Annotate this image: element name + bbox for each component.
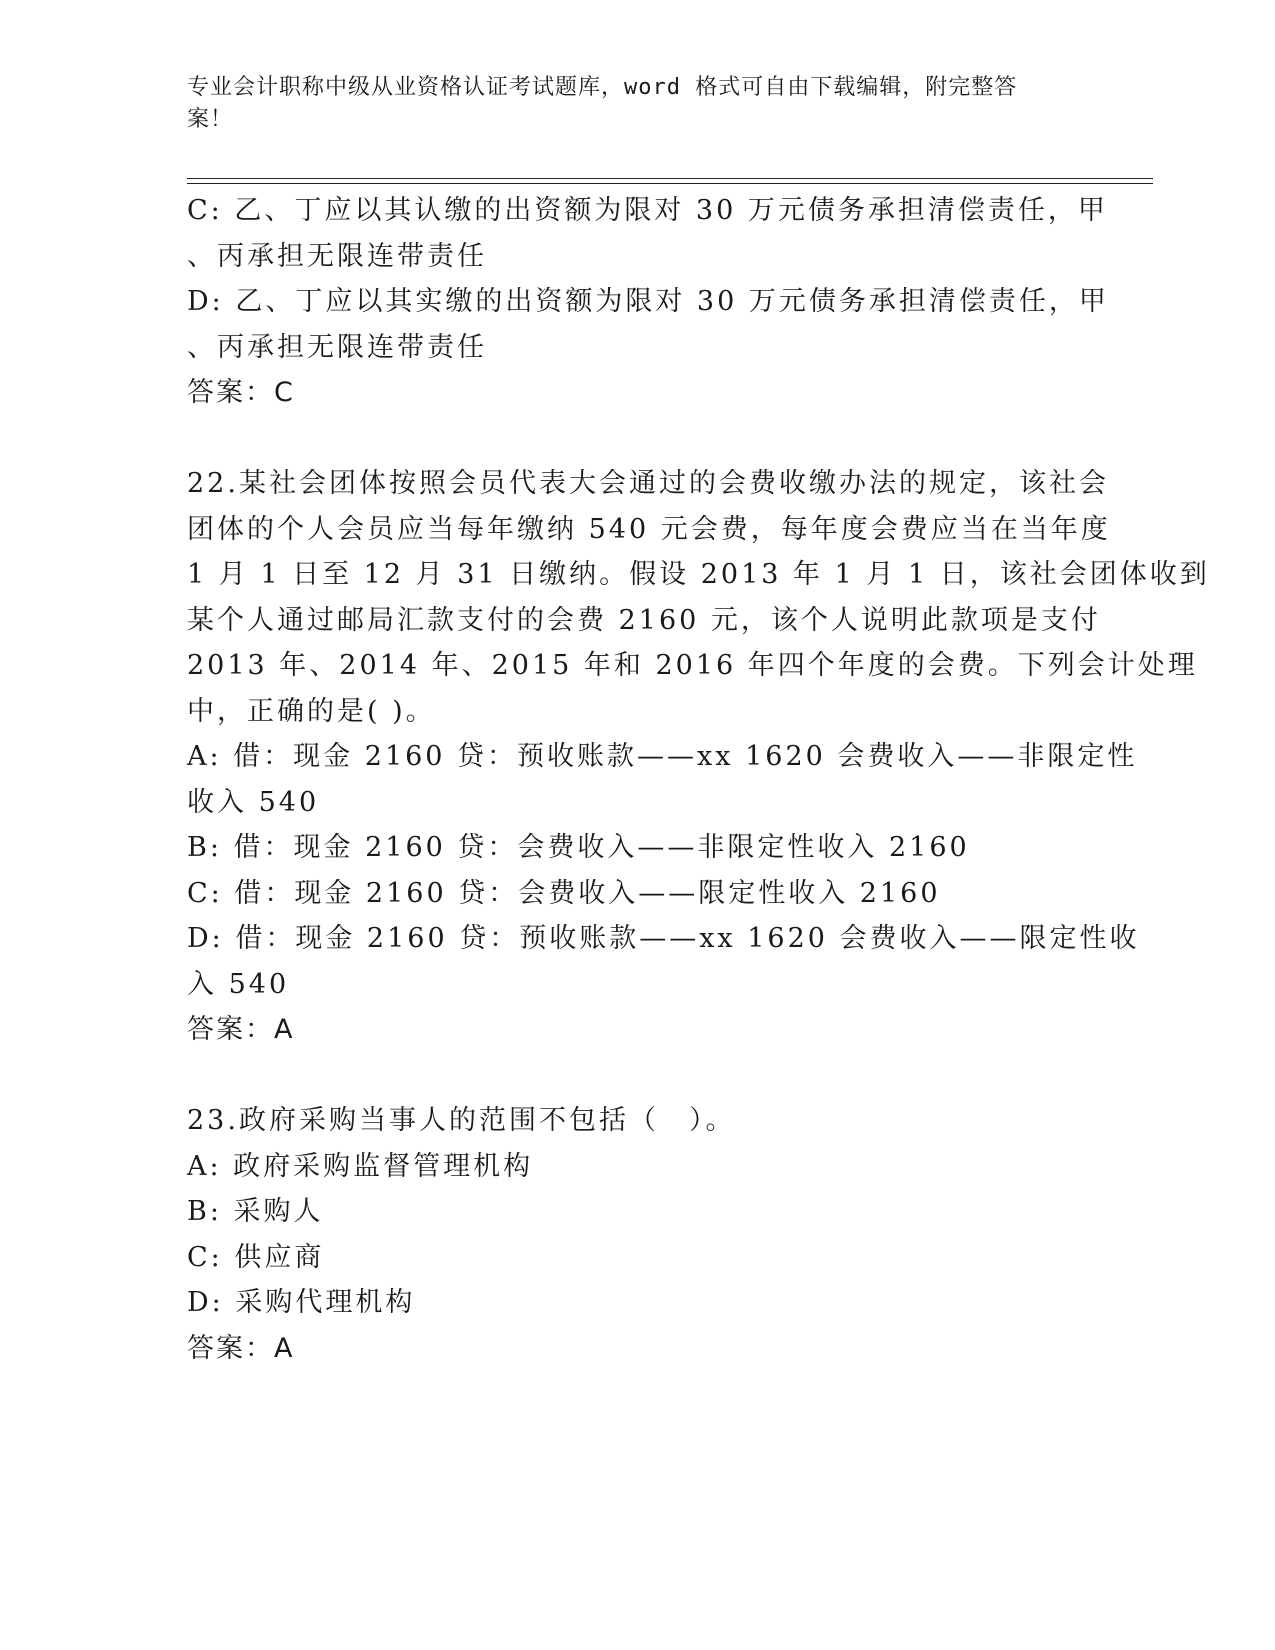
q22-option-a-line-2: 收入 540 (187, 786, 320, 818)
q21-option-c-line-2: 、丙承担无限连带责任 (187, 240, 487, 272)
q23-stem: 23.政府采购当事人的范围不包括（ ）。 (187, 1105, 736, 1136)
q21-option-d-line-2: 、丙承担无限连带责任 (187, 331, 487, 363)
header-line-1: 专业会计职称中级从业资格认证考试题库，word 格式可自由下载编辑，附完整答 (187, 75, 1018, 100)
header-line-2: 案！ (187, 107, 234, 132)
q23-option-c: C: 供应商 (187, 1241, 325, 1273)
q21-option-c-line-1: C: 乙、丁应以其认缴的出资额为限对 30 万元债务承担清偿责任，甲 (187, 195, 1108, 226)
header-divider-top (187, 178, 1153, 179)
q23-option-a: A: 政府采购监督管理机构 (187, 1150, 534, 1182)
q22-option-a-line-1: A: 借：现金 2160 贷：预收账款——xx 1620 会费收入——非限定性 (187, 741, 1138, 772)
q22-option-d-line-1: D: 借：现金 2160 贷：预收账款——xx 1620 会费收入——限定性收 (187, 923, 1140, 954)
question-23 (187, 1098, 1087, 1371)
q22-stem-line-2: 团体的个人会员应当每年缴纳 540 元会费，每年度会费应当在当年度 (187, 513, 1111, 545)
q22-option-b: B: 借：现金 2160 贷：会费收入——非限定性收入 2160 (187, 832, 970, 863)
q22-answer: 答案：A (187, 1014, 295, 1045)
question-22 (187, 461, 1210, 1053)
q22-option-c: C: 借：现金 2160 贷：会费收入——限定性收入 2160 (187, 877, 941, 909)
q22-stem-line-5: 2013 年、2014 年、2015 年和 2016 年四个年度的会费。下列会计处理 (187, 650, 1198, 681)
q23-option-b: B: 采购人 (187, 1196, 324, 1227)
question-content (187, 188, 1210, 1371)
q21-answer: 答案：C (187, 377, 295, 408)
question-21 (187, 188, 1109, 416)
header-divider-bottom (187, 183, 1153, 184)
q23-option-d: D: 采购代理机构 (187, 1287, 416, 1318)
q22-stem-line-4: 某个人通过邮局汇款支付的会费 2160 元，该个人说明此款项是支付 (187, 604, 1101, 636)
q22-stem-line-6: 中，正确的是( )。 (187, 695, 436, 727)
q22-stem-line-1: 22.某社会团体按照会员代表大会通过的会费收缴办法的规定，该社会 (187, 468, 1109, 499)
q22-option-d-line-2: 入 540 (187, 968, 290, 1000)
q21-option-d-line-1: D: 乙、丁应以其实缴的出资额为限对 30 万元债务承担清偿责任，甲 (187, 286, 1109, 317)
q22-stem-line-3: 1 月 1 日至 12 月 31 日缴纳。假设 2013 年 1 月 1 日，该社会团体收到 (187, 559, 1210, 590)
document-header (187, 72, 1067, 136)
q23-answer: 答案：A (187, 1332, 295, 1364)
